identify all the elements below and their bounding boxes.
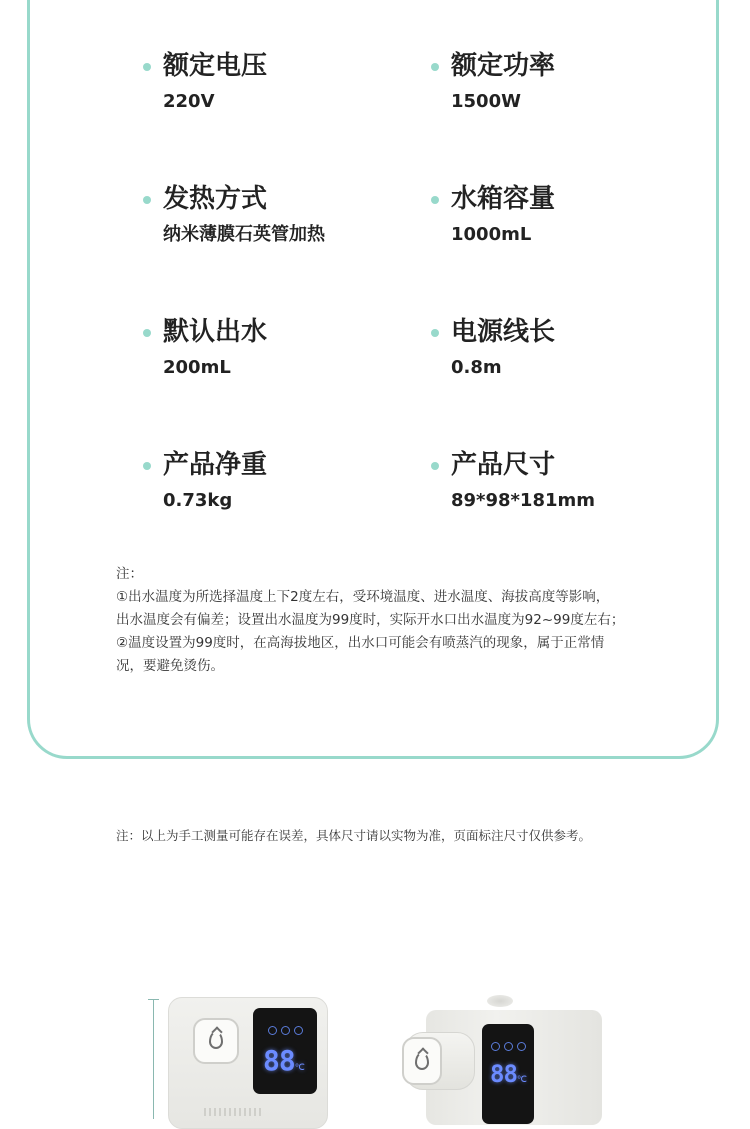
spec-value: 220V [163,91,215,112]
display-unit: ℃ [516,1075,528,1085]
bullet-icon [143,63,151,71]
display-unit: ℃ [294,1063,305,1073]
water-drop-icon [209,1031,223,1049]
status-icons [253,1020,317,1039]
display-value: 88 [490,1060,517,1088]
spec-value: 纳米薄膜石英管加热 [163,224,325,245]
display-digits [490,1060,527,1088]
bullet-icon [143,462,151,470]
spec-title: 水箱容量 [451,184,556,214]
spec-value: 0.73kg [163,490,233,511]
display-screen [253,1008,317,1094]
spec-title: 发热方式 [163,184,268,214]
water-drop-icon [415,1052,429,1070]
bullet-icon [431,63,439,71]
water-inlet [487,995,513,1007]
notes-line: 出水温度会有偏差；设置出水温度为99度时，实际开水口出水温度为92~99度左右； [116,612,625,628]
bullet-icon [143,196,151,204]
bullet-icon [431,329,439,337]
spec-value: 1500W [451,91,521,112]
notes-block [116,563,676,678]
status-icons [482,1036,534,1055]
spec-title: 电源线长 [451,317,556,347]
spec-title: 产品尺寸 [451,450,556,480]
vent-grille [204,1108,264,1116]
dimension-line [153,999,154,1119]
notes-line: ②温度设置为99度时，在高海拔地区，出水口可能会有喷蒸汽的现象，属于正常情 [116,635,605,651]
water-button [193,1018,239,1064]
spec-value: 1000mL [451,224,532,245]
spec-title: 默认出水 [163,317,268,347]
spec-value: 0.8m [451,357,502,378]
bullet-icon [143,329,151,337]
display-value: 88 [263,1044,295,1077]
notes-line: 况，要避免烫伤。 [116,658,224,674]
spec-title: 额定功率 [451,51,556,81]
display-screen [482,1024,534,1124]
spec-value: 200mL [163,357,231,378]
water-button [402,1037,442,1085]
spec-title: 额定电压 [163,51,268,81]
spec-value: 89*98*181mm [451,490,596,511]
product-front-view [168,997,328,1129]
display-digits [263,1044,305,1077]
notes-heading: 注： [116,566,143,582]
bullet-icon [431,196,439,204]
bullet-icon [431,462,439,470]
measurement-footnote: 注：以上为手工测量可能存在误差，具体尺寸请以实物为准，页面标注尺寸仅供参考。 [116,828,592,843]
notes-line: ①出水温度为所选择温度上下2度左右，受环境温度、进水温度、海拔高度等影响， [116,589,610,605]
spec-title: 产品净重 [163,450,268,480]
